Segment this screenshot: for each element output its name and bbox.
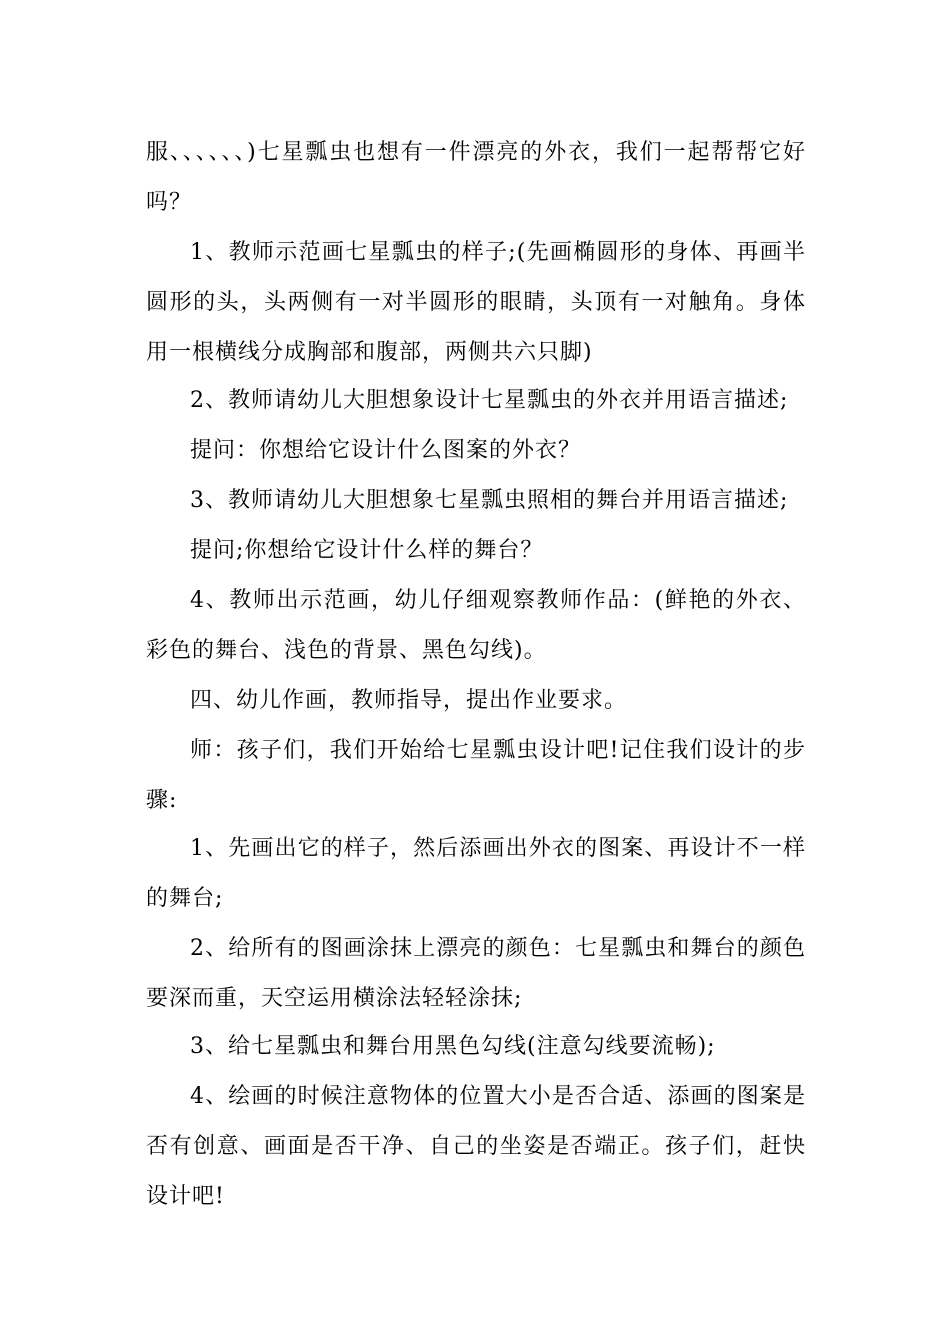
paragraph-question-1: 提问：你想给它设计什么图案的外衣？ — [190, 438, 582, 463]
paragraph-step-4-sample: 4、教师出示范画，幼儿仔细观察教师作品：(鲜艳的外衣、彩色的舞台、浅色的背景、黑色勾线)。 — [146, 588, 806, 663]
paragraph-step-3-stage: 3、教师请幼儿大胆想象七星瓢虫照相的舞台并用语言描述; — [190, 488, 789, 513]
paragraph-requirement-1: 1、先画出它的样子，然后添画出外衣的图案、再设计不一样的舞台; — [146, 836, 806, 911]
paragraph-teacher-speech: 师：孩子们，我们开始给七星瓢虫设计吧!记住我们设计的步骤: — [146, 738, 806, 813]
paragraph-continuation: 服、、、、、、)七星瓢虫也想有一件漂亮的外衣，我们一起帮帮它好吗？ — [146, 140, 806, 215]
paragraph-section-4-heading: 四、幼儿作画，教师指导，提出作业要求。 — [190, 688, 628, 713]
paragraph-requirement-2: 2、给所有的图画涂抹上漂亮的颜色：七星瓢虫和舞台的颜色要深而重，天空运用横涂法轻轻涂抹; — [146, 936, 806, 1011]
paragraph-question-2: 提问;你想给它设计什么样的舞台？ — [190, 538, 544, 563]
paragraph-requirement-4: 4、绘画的时候注意物体的位置大小是否合适、添画的图案是否有创意、画面是否干净、自己的坐姿是否端正。孩子们，赶快设计吧! — [146, 1084, 806, 1209]
paragraph-step-1-demo: 1、教师示范画七星瓢虫的样子;(先画椭圆形的身体、再画半圆形的头，头两侧有一对半圆形的眼睛，头顶有一对触角。身体用一根横线分成胸部和腹部，两侧共六只脚) — [146, 240, 806, 365]
paragraph-requirement-3: 3、给七星瓢虫和舞台用黑色勾线(注意勾线要流畅); — [190, 1034, 716, 1059]
paragraph-step-2-design: 2、教师请幼儿大胆想象设计七星瓢虫的外衣并用语言描述; — [190, 388, 789, 413]
